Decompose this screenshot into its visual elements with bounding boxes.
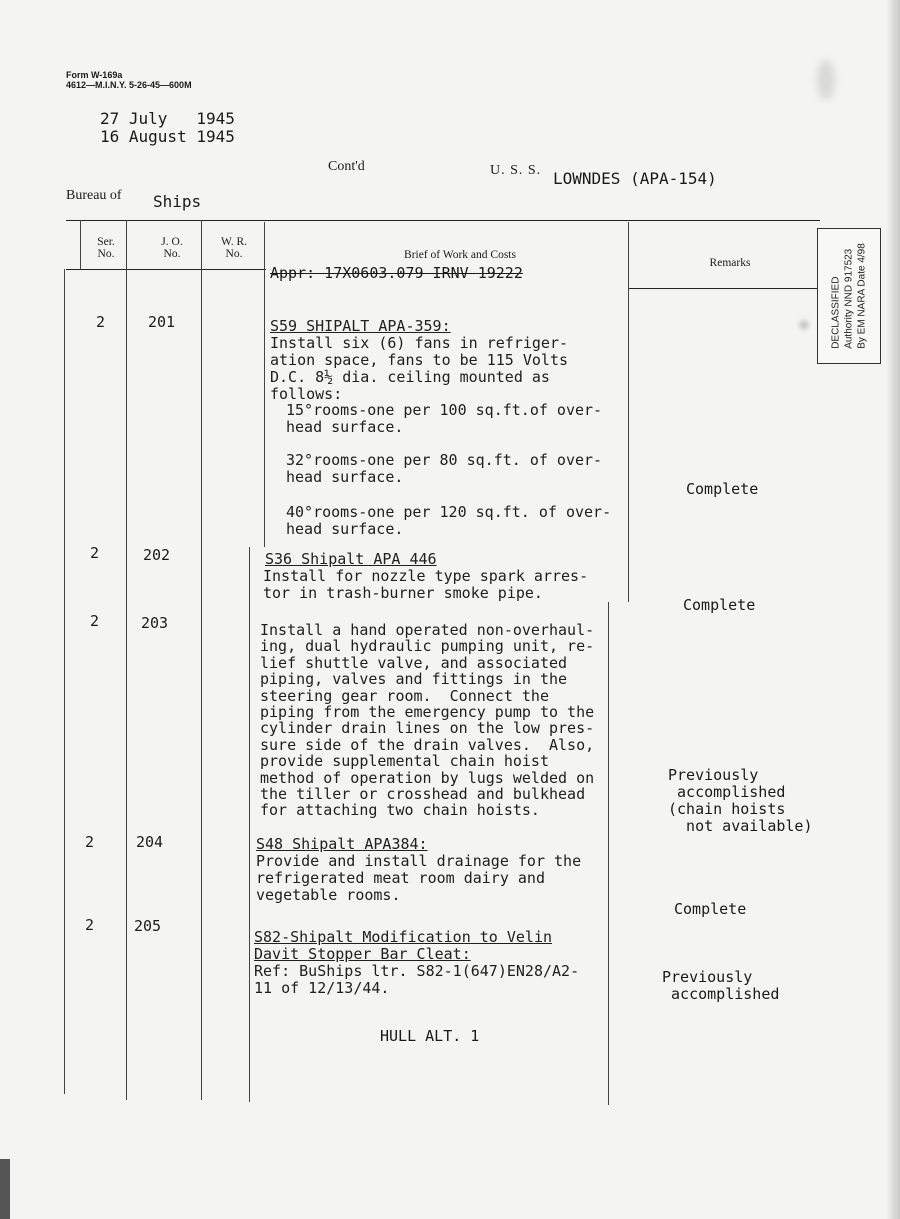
remark: Complete (683, 596, 756, 614)
ser-number: 2 (85, 833, 95, 851)
continued-label: Cont'd (328, 159, 365, 174)
table-top-rule (66, 220, 820, 221)
jo-number: 204 (136, 833, 164, 851)
work-title: S82-Shipalt Modification to Velin Davit Stopper Bar Cleat: (254, 928, 553, 963)
col-header-ser: Ser. No. (97, 236, 115, 260)
work-title: S48 Shipalt APA384: (256, 835, 428, 853)
date-block (100, 110, 235, 146)
col-header-remarks: Remarks (709, 257, 751, 269)
ship-name: LOWNDES (APA-154) (553, 169, 717, 188)
col-header-brief: Brief of Work and Costs (404, 249, 516, 261)
scan-speck (817, 60, 835, 100)
column-divider (628, 222, 629, 602)
jo-number: 201 (148, 313, 176, 331)
column-divider (249, 547, 250, 1102)
ser-number: 2 (90, 544, 100, 562)
remark: Previously accomplished (662, 968, 780, 1003)
ser-number: 2 (90, 612, 100, 630)
ser-number: 2 (96, 313, 106, 331)
column-divider (80, 220, 81, 270)
work-description: Provide and install drainage for the refrigerated meat room dairy and vegetable rooms. (256, 852, 582, 904)
header-bottom-rule (66, 269, 266, 270)
work-description: Install six (6) fans in refriger- ation space, fans to be 115 Volts D.C. 8½ dia. ceiling mounted as follows: (270, 334, 569, 403)
col-header-wr: W. R. No. (220, 236, 248, 260)
jo-number: 205 (134, 917, 162, 935)
page-edge-shadow (886, 0, 900, 1219)
jo-number: 203 (141, 614, 169, 632)
jo-number: 202 (143, 546, 171, 564)
remark: Complete (686, 480, 759, 498)
stamp-line-1: DECLASSIFIED (830, 276, 842, 349)
bureau-value: Ships (153, 192, 202, 211)
column-divider (201, 220, 202, 1100)
appropriation-line: Appr: 17X0603.079 IRNV 19222 (270, 264, 523, 282)
declassified-stamp (817, 228, 881, 364)
work-subitem: 32°rooms-one per 80 sq.ft. of over- head surface. (286, 451, 603, 486)
column-divider (608, 602, 609, 1105)
stamp-line-3: By EM NARA Date 4/98 (856, 243, 868, 349)
date-1: 27 July 1945 (100, 109, 235, 128)
work-description: Install a hand operated non-overhaul- ing, dual hydraulic pumping unit, re- lief shuttle valve, and associated piping, valves and fittings in the steering gear room. Connect the piping from the emergency pump to the cylinder drain lines on the low pres- sure side of the drain valves. Also, provide supplemental chain hoist method of operation by lugs welded on the tiller or crosshead and bulkhead for attaching two chain hoists. (260, 621, 595, 820)
remarks-header-rule (628, 288, 818, 289)
hull-alteration-footer: HULL ALT. 1 (380, 1027, 480, 1045)
work-description: Install for nozzle type spark arres- tor in trash-burner smoke pipe. (263, 567, 589, 602)
remark: Complete (674, 900, 747, 918)
column-divider (64, 269, 65, 1094)
form-identifier (66, 70, 192, 90)
uss-label: U. S. S. (490, 163, 542, 178)
column-divider (264, 222, 265, 547)
form-number: Form W-169a (66, 70, 123, 80)
work-description: Ref: BuShips ltr. S82-1(647)EN28/A2- 11 of 12/13/44. (254, 962, 580, 997)
work-title: S36 Shipalt APA 446 (265, 550, 437, 568)
stamp-line-2: Authority NND 917523 (843, 248, 855, 349)
work-title: S59 SHIPALT APA-359: (270, 317, 451, 335)
work-subitem: 15°rooms-one per 100 sq.ft.of over- head surface. (286, 401, 603, 436)
column-divider (126, 220, 127, 1100)
scan-speck (799, 320, 809, 330)
col-header-jo: J. O. No. (161, 236, 183, 260)
date-2: 16 August 1945 (100, 127, 235, 146)
bureau-label: Bureau of (66, 188, 122, 203)
ser-number: 2 (85, 916, 95, 934)
work-subitem: 40°rooms-one per 120 sq.ft. of over- head surface. (286, 503, 612, 538)
form-print-code: 4612—M.I.N.Y. 5-26-45—600M (66, 80, 192, 90)
remark: Previously accomplished (chain hoists not available) (668, 766, 813, 835)
scan-edge-bar (0, 1159, 10, 1219)
